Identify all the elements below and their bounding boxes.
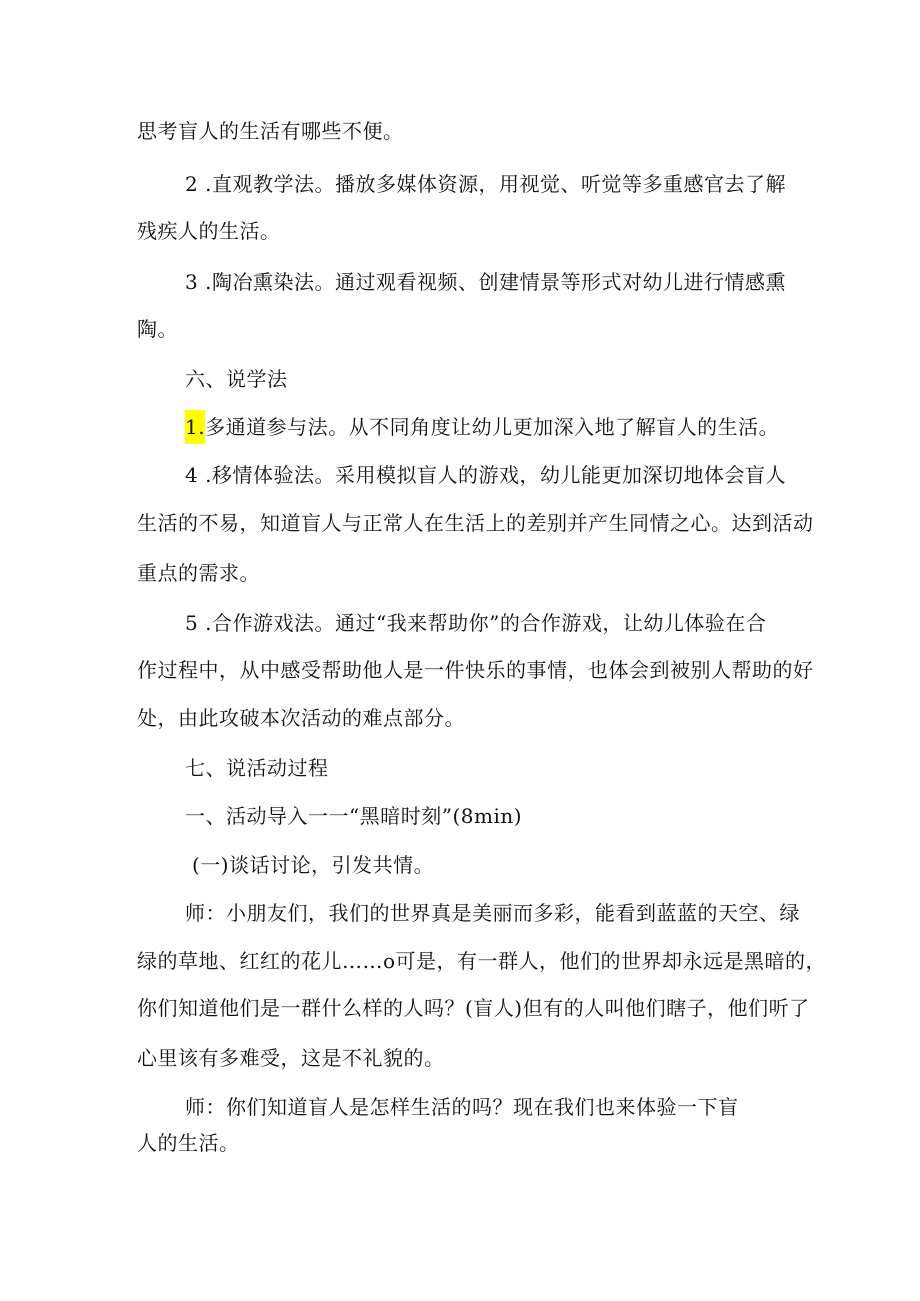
- text-line: 残疾人的生活。: [137, 219, 281, 243]
- text-line: 师：你们知道盲人是怎样生活的吗？现在我们也来体验一下盲: [185, 1095, 739, 1119]
- text-line: 生活的不易，知道盲人与正常人在生活上的差别并产生同情之心。达到活动: [137, 511, 814, 535]
- text-line: 人的生活。: [137, 1131, 240, 1155]
- text-line-highlighted: [185, 414, 779, 440]
- text-line: (一)谈话讨论，引发共情。: [192, 853, 435, 877]
- text-line: 你们知道他们是一群什么样的人吗？(盲人)但有的人叫他们瞎子，他们听了: [137, 996, 810, 1020]
- highlight-marker: 1.: [185, 410, 205, 444]
- text-line: 陶。: [137, 317, 178, 341]
- text-line: 处，由此攻破本次活动的难点部分。: [137, 706, 465, 730]
- text-line: 作过程中，从中感受帮助他人是一件快乐的事情，也体会到被别人帮助的好: [137, 658, 814, 682]
- text-line: 思考盲人的生活有哪些不便。: [137, 119, 404, 143]
- text-line: 2 .直观教学法。播放多媒体资源，用视觉、听觉等多重感官去了解: [185, 172, 786, 196]
- text-line-body: 多通道参与法。从不同角度让幼儿更加深入地了解盲人的生活。: [205, 415, 780, 439]
- section-heading: 六、说学法: [185, 367, 288, 391]
- text-line: 师：小朋友们，我们的世界真是美丽而多彩，能看到蓝蓝的天空、绿: [185, 901, 800, 925]
- text-line: 重点的需求。: [137, 561, 260, 585]
- text-line: 心里该有多难受，这是不礼貌的。: [137, 1046, 445, 1070]
- section-heading: 七、说活动过程: [185, 756, 329, 780]
- text-line: 5 .合作游戏法。通过“我来帮助你”的合作游戏，让幼儿体验在合: [185, 611, 767, 635]
- text-line: 3 .陶冶熏染法。通过观看视频、创建情景等形式对幼儿进行情感熏: [185, 270, 786, 294]
- text-line: 4 .移情体验法。采用模拟盲人的游戏，幼儿能更加深切地体会盲人: [185, 463, 786, 487]
- text-line: 一、活动导入一一“黑暗时刻”(8min): [185, 804, 523, 828]
- text-line: 绿的草地、红红的花儿……o可是，有一群人，他们的世界却永远是黑暗的，: [137, 949, 827, 973]
